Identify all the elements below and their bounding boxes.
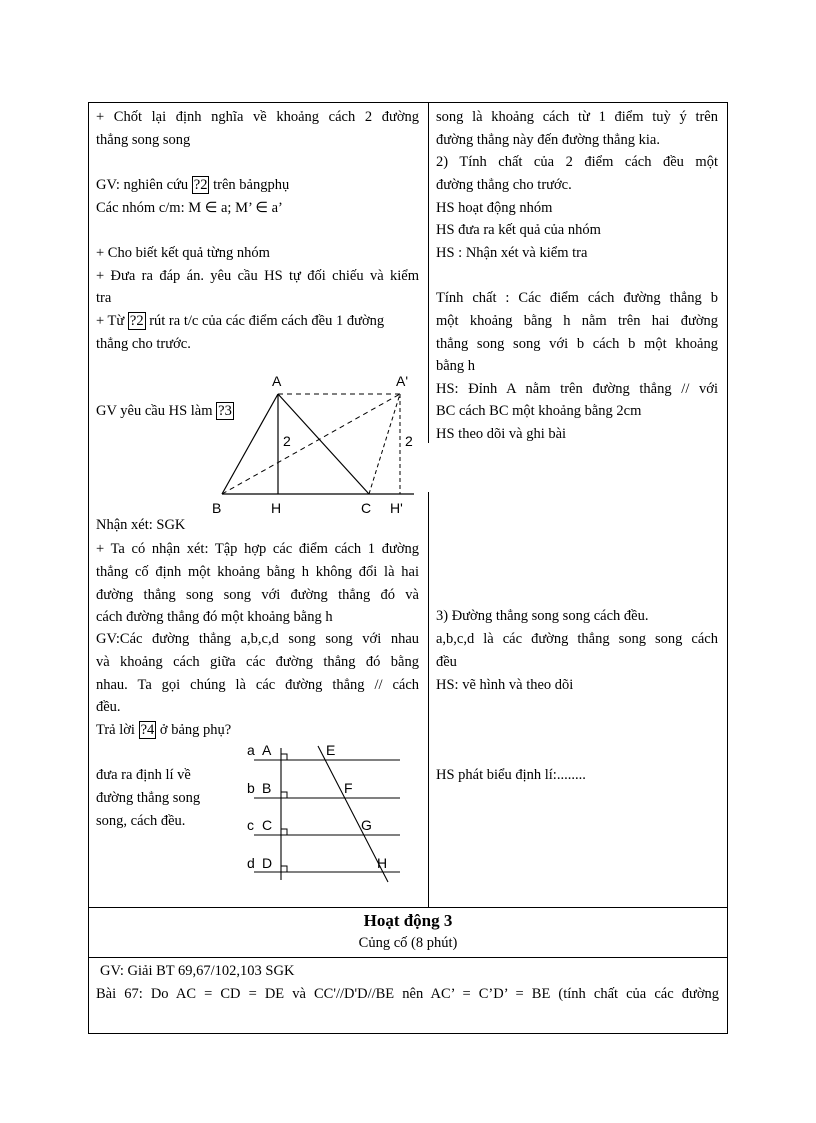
left-line-23: song, cách đều.	[96, 813, 186, 829]
row-divider-2	[88, 957, 727, 958]
left-line-12: + Ta có nhận xét: Tập hợp các điểm cách 1 đường	[96, 541, 419, 557]
label-point-c: C	[262, 817, 273, 833]
label-point-f: F	[344, 780, 353, 796]
parallel-lines-figure	[240, 738, 410, 884]
left-line-8	[96, 310, 384, 332]
right-line-16: a,b,c,d là các đường thẳng song song cách	[436, 631, 718, 647]
section-subtitle: Củng cố (8 phút)	[358, 935, 458, 951]
left-line-3-post: trên bảngphụ	[213, 177, 290, 193]
label-line-a: a	[247, 742, 255, 758]
label-point-a: A	[262, 742, 272, 758]
row-divider-1	[88, 907, 727, 908]
left-line-18: nhau. Ta gọi chúng là các đường thẳng // cách	[96, 677, 419, 693]
left-line-19: đều.	[96, 699, 121, 715]
left-line-17: và khoảng cách giữa các đường thẳng đó bằng	[96, 654, 419, 670]
label-a-prime: A'	[396, 373, 409, 389]
right-angle-d	[281, 866, 287, 872]
label-point-d: D	[262, 855, 273, 871]
label-line-d: d	[247, 855, 255, 871]
left-line-20-post: ở bảng phụ?	[159, 722, 232, 738]
label-point-h: H	[377, 855, 388, 871]
label-point-e: E	[326, 742, 336, 758]
bottom-line-2: Bài 67: Do AC = CD = DE và CC'//D'D//BE nên AC’ = C’D’ = BE (tính chất của các đường	[96, 986, 719, 1002]
left-line-7: tra	[96, 290, 112, 306]
left-line-20	[96, 719, 231, 741]
left-line-21: đưa ra định lí về	[96, 767, 191, 783]
right-line-17: đều	[436, 654, 457, 670]
label-c: C	[361, 500, 372, 516]
label-line-b: b	[247, 780, 255, 796]
right-angle-b	[281, 792, 287, 798]
column-divider-bottom	[428, 492, 429, 907]
left-line-2: thẳng song song	[96, 132, 191, 148]
bottom-line-1: GV: Giải BT 69,67/102,103 SGK	[100, 963, 295, 979]
segment-ab	[222, 394, 278, 494]
left-line-5: + Cho biết kết quả từng nhóm	[96, 245, 270, 261]
label-point-g: G	[361, 817, 372, 833]
right-line-15: 3) Đường thẳng song song cách đều.	[436, 608, 649, 624]
right-angle-c	[281, 829, 287, 835]
height-label-1: 2	[283, 433, 291, 449]
left-line-11: Nhận xét: SGK	[96, 517, 186, 533]
left-line-15: cách đường thẳng đó một khoảng bằng h	[96, 609, 333, 625]
label-a: A	[272, 373, 282, 389]
left-line-6: + Đưa ra đáp án. yêu cầu HS tự đối chiếu và kiểm	[96, 268, 419, 284]
right-line-19: HS phát biểu định lí:........	[436, 767, 586, 783]
left-line-13: thẳng cố định một khoảng bằng h không đổi là hai	[96, 564, 419, 580]
right-line-11: bằng h	[436, 358, 476, 374]
left-line-3	[96, 174, 289, 196]
left-line-16: GV:Các đường thẳng a,b,c,d song song với nhau	[96, 631, 419, 647]
right-line-3: 2) Tính chất của 2 điểm cách đều một	[436, 154, 718, 170]
right-line-10: thẳng song song với b cách b một khoảng	[436, 336, 718, 352]
left-line-3-pre: GV: nghiên cứu	[96, 177, 189, 193]
right-line-5: HS hoạt động nhóm	[436, 200, 553, 216]
right-line-12: HS: Đỉnh A nằm trên đường thẳng // với	[436, 381, 718, 397]
right-line-14: HS theo dõi và ghi bài	[436, 426, 567, 442]
right-line-1: song là khoảng cách từ 1 điểm tuỳ ý trên	[436, 109, 718, 125]
left-line-20-pre: Trả lời	[96, 722, 135, 738]
right-line-7: HS : Nhận xét và kiểm tra	[436, 245, 588, 261]
triangle-figure	[200, 368, 440, 520]
label-point-b: B	[262, 780, 272, 796]
right-line-8: Tính chất : Các điểm cách đường thẳng b	[436, 290, 718, 306]
left-line-22: đường thẳng song	[96, 790, 201, 806]
right-line-2: đường thẳng này đến đường thẳng kia.	[436, 132, 660, 148]
question-2-box: ?2	[193, 177, 208, 193]
question-4-box: ?4	[140, 722, 155, 738]
right-line-4: đường thẳng cho trước.	[436, 177, 572, 193]
right-line-9: một khoảng bằng h nằm trên hai đường	[436, 313, 718, 329]
label-b: B	[212, 500, 222, 516]
label-h-prime: H'	[390, 500, 403, 516]
question-2-box-ref: ?2	[129, 313, 144, 329]
left-line-10-pre: GV yêu cầu HS làm	[96, 403, 213, 419]
right-angle-a	[281, 754, 287, 760]
segment-ac	[278, 394, 369, 494]
left-line-1: + Chốt lại định nghĩa về khoảng cách 2 đường	[96, 109, 419, 125]
left-line-8-pre: + Từ	[96, 313, 125, 329]
right-line-6: HS đưa ra kết quả của nhóm	[436, 222, 601, 238]
right-line-18: HS: vẽ hình và theo dõi	[436, 677, 574, 693]
left-line-9: thẳng cho trước.	[96, 336, 191, 352]
section-title: Hoạt động 3	[363, 911, 453, 930]
left-line-8-post: rút ra t/c của các điểm cách đều 1 đường	[149, 313, 385, 329]
height-label-2: 2	[405, 433, 413, 449]
question-3-box: ?3	[218, 403, 232, 419]
left-line-14: đường thẳng song song với đường thẳng đó và	[96, 587, 419, 603]
label-line-c: c	[247, 817, 254, 833]
right-line-13: BC cách BC một khoảng bằng 2cm	[436, 403, 642, 419]
label-h: H	[271, 500, 282, 516]
left-line-4: Các nhóm c/m: M ∈ a; M’ ∈ a’	[96, 200, 283, 216]
